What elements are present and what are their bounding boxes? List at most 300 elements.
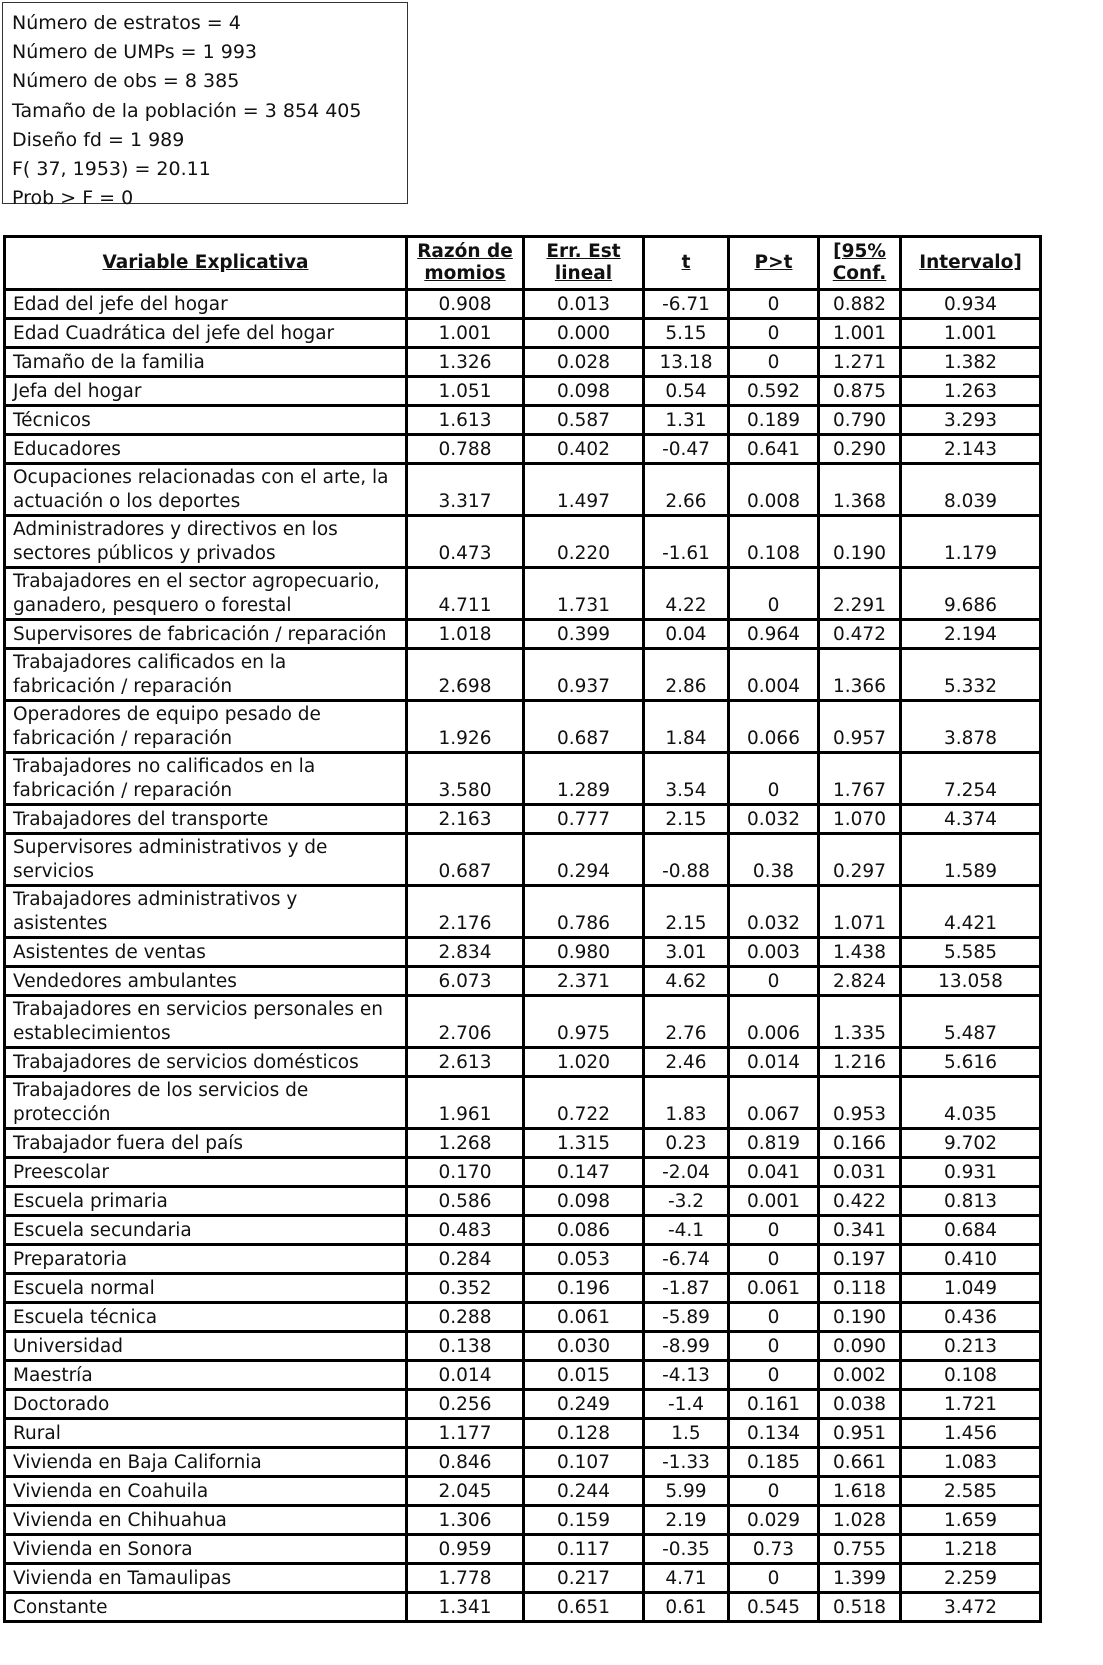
variable-label-line: servicios [13, 860, 94, 882]
cell-ci-low: 0.882 [819, 290, 901, 319]
cell-t: 1.84 [644, 701, 729, 753]
cell-p: 0 [729, 290, 819, 319]
cell-p: 0.061 [729, 1274, 819, 1303]
cell-ci-high: 13.058 [901, 967, 1041, 996]
cell-ci-high: 4.035 [901, 1077, 1041, 1129]
table-row [5, 805, 1041, 834]
variable-label-line: Trabajadores administrativos y [13, 889, 298, 910]
variable-label-line: Maestría [13, 1364, 93, 1386]
cell-ci-low: 0.875 [819, 377, 901, 406]
cell-t: 0.23 [644, 1129, 729, 1158]
variable-label-line: Trabajadores del transporte [13, 808, 269, 830]
cell-odds-ratio: 0.284 [407, 1245, 524, 1274]
cell-ci-high: 5.585 [901, 938, 1041, 967]
cell-t: 2.86 [644, 649, 729, 701]
cell-ci-high: 1.721 [901, 1390, 1041, 1419]
cell-variable [5, 290, 407, 319]
cell-std-err: 0.086 [524, 1216, 644, 1245]
cell-std-err: 0.030 [524, 1332, 644, 1361]
variable-label-line: fabricación / reparación [13, 727, 233, 749]
cell-ci-low: 1.070 [819, 805, 901, 834]
cell-ci-high: 4.374 [901, 805, 1041, 834]
regression-table [3, 235, 1042, 1623]
cell-variable [5, 1274, 407, 1303]
cell-ci-high: 0.684 [901, 1216, 1041, 1245]
cell-ci-high: 0.813 [901, 1187, 1041, 1216]
cell-p: 0.014 [729, 1048, 819, 1077]
cell-ci-high: 7.254 [901, 753, 1041, 805]
cell-p: 0 [729, 568, 819, 620]
summary-prob-f: Prob > F = 0 [12, 187, 134, 210]
header-p-label: P>t [754, 252, 793, 273]
cell-ci-high: 2.194 [901, 620, 1041, 649]
cell-ci-low: 1.216 [819, 1048, 901, 1077]
cell-ci-high: 0.213 [901, 1332, 1041, 1361]
cell-p: 0.189 [729, 406, 819, 435]
cell-std-err: 2.371 [524, 967, 644, 996]
cell-p: 0.003 [729, 938, 819, 967]
cell-odds-ratio: 0.014 [407, 1361, 524, 1390]
model-summary-box [2, 2, 408, 210]
table-row [5, 1303, 1041, 1332]
cell-ci-low: 0.472 [819, 620, 901, 649]
cell-variable [5, 1216, 407, 1245]
cell-t: 0.54 [644, 377, 729, 406]
cell-t: -6.71 [644, 290, 729, 319]
cell-variable [5, 377, 407, 406]
cell-t: -1.33 [644, 1448, 729, 1477]
cell-t: 5.15 [644, 319, 729, 348]
header-odds-ratio-l1: Razón de [417, 241, 513, 262]
cell-variable [5, 1245, 407, 1274]
cell-std-err: 1.497 [524, 464, 644, 516]
table-row [5, 1187, 1041, 1216]
cell-variable [5, 1048, 407, 1077]
cell-std-err: 0.651 [524, 1593, 644, 1622]
header-ci-low-l1: [95% [833, 241, 886, 262]
cell-odds-ratio: 0.473 [407, 516, 524, 568]
cell-ci-high: 1.659 [901, 1506, 1041, 1535]
cell-odds-ratio: 1.268 [407, 1129, 524, 1158]
cell-variable [5, 938, 407, 967]
cell-ci-low: 1.438 [819, 938, 901, 967]
cell-ci-low: 0.422 [819, 1187, 901, 1216]
cell-variable [5, 435, 407, 464]
variable-label-line: Vivienda en Coahuila [13, 1480, 209, 1502]
cell-variable [5, 1477, 407, 1506]
cell-ci-high: 4.421 [901, 886, 1041, 938]
cell-variable [5, 649, 407, 701]
cell-ci-high: 3.293 [901, 406, 1041, 435]
table-row [5, 1361, 1041, 1390]
variable-label-line: Técnicos [13, 409, 91, 431]
cell-odds-ratio: 1.306 [407, 1506, 524, 1535]
variable-label-line: Escuela secundaria [13, 1219, 192, 1241]
cell-p: 0 [729, 1216, 819, 1245]
cell-t: -1.87 [644, 1274, 729, 1303]
header-std-err [524, 237, 644, 290]
cell-std-err: 0.587 [524, 406, 644, 435]
cell-t: 0.61 [644, 1593, 729, 1622]
cell-std-err: 0.937 [524, 649, 644, 701]
variable-label-line: Vendedores ambulantes [13, 970, 237, 992]
cell-variable [5, 1593, 407, 1622]
summary-obs: Número de obs = 8 385 [12, 70, 240, 93]
cell-ci-low: 0.038 [819, 1390, 901, 1419]
cell-odds-ratio: 0.170 [407, 1158, 524, 1187]
cell-ci-high: 0.436 [901, 1303, 1041, 1332]
cell-odds-ratio: 0.586 [407, 1187, 524, 1216]
table-body [5, 290, 1041, 1622]
cell-t: -3.2 [644, 1187, 729, 1216]
cell-ci-low: 1.071 [819, 886, 901, 938]
cell-std-err: 0.244 [524, 1477, 644, 1506]
table-header-row [5, 237, 1041, 290]
cell-std-err: 0.013 [524, 290, 644, 319]
cell-odds-ratio: 2.176 [407, 886, 524, 938]
variable-label-line: Vivienda en Tamaulipas [13, 1567, 232, 1589]
cell-std-err: 0.107 [524, 1448, 644, 1477]
variable-label-line: Administradores y directivos en los [13, 519, 338, 540]
variable-label-line: Trabajadores no calificados en la [13, 756, 316, 777]
cell-p: 0 [729, 1303, 819, 1332]
cell-p: 0.029 [729, 1506, 819, 1535]
cell-ci-low: 0.166 [819, 1129, 901, 1158]
cell-std-err: 0.000 [524, 319, 644, 348]
cell-ci-high: 1.589 [901, 834, 1041, 886]
variable-label-line: Edad Cuadrática del jefe del hogar [13, 322, 335, 344]
cell-ci-high: 1.001 [901, 319, 1041, 348]
cell-ci-low: 0.031 [819, 1158, 901, 1187]
variable-label-line: protección [13, 1103, 111, 1125]
header-variable [5, 237, 407, 290]
cell-p: 0 [729, 1361, 819, 1390]
cell-odds-ratio: 1.051 [407, 377, 524, 406]
summary-design-df: Diseño fd = 1 989 [12, 128, 185, 151]
cell-t: 2.76 [644, 996, 729, 1048]
variable-label-line: Tamaño de la familia [13, 351, 205, 373]
cell-std-err: 0.015 [524, 1361, 644, 1390]
cell-odds-ratio: 3.317 [407, 464, 524, 516]
variable-label-line: Edad del jefe del hogar [13, 293, 228, 315]
cell-ci-high: 3.472 [901, 1593, 1041, 1622]
cell-odds-ratio: 4.711 [407, 568, 524, 620]
cell-t: -0.35 [644, 1535, 729, 1564]
variable-label-line: Supervisores administrativos y de [13, 837, 328, 858]
cell-t: 2.46 [644, 1048, 729, 1077]
cell-p: 0.032 [729, 886, 819, 938]
variable-label-line: Vivienda en Baja California [13, 1451, 262, 1473]
cell-std-err: 1.289 [524, 753, 644, 805]
variable-label-line: Asistentes de ventas [13, 941, 206, 963]
cell-t: 0.04 [644, 620, 729, 649]
cell-std-err: 0.786 [524, 886, 644, 938]
header-t-label: t [681, 252, 691, 273]
cell-odds-ratio: 0.138 [407, 1332, 524, 1361]
cell-ci-low: 1.618 [819, 1477, 901, 1506]
cell-p: 0 [729, 1245, 819, 1274]
table-row [5, 938, 1041, 967]
cell-odds-ratio: 1.961 [407, 1077, 524, 1129]
cell-std-err: 0.402 [524, 435, 644, 464]
table-row [5, 620, 1041, 649]
cell-variable [5, 834, 407, 886]
variable-label-line: Trabajadores de los servicios de [13, 1080, 309, 1101]
cell-ci-low: 0.341 [819, 1216, 901, 1245]
cell-variable [5, 1158, 407, 1187]
cell-t: -0.88 [644, 834, 729, 886]
cell-ci-low: 0.090 [819, 1332, 901, 1361]
cell-std-err: 0.980 [524, 938, 644, 967]
variable-label-line: fabricación / reparación [13, 779, 233, 801]
variable-label-line: Trabajadores de servicios domésticos [13, 1051, 359, 1073]
cell-ci-low: 0.957 [819, 701, 901, 753]
cell-ci-low: 0.297 [819, 834, 901, 886]
summary-psu: Número de UMPs = 1 993 [12, 41, 258, 64]
cell-t: -2.04 [644, 1158, 729, 1187]
cell-std-err: 0.128 [524, 1419, 644, 1448]
cell-ci-high: 2.585 [901, 1477, 1041, 1506]
cell-odds-ratio: 2.834 [407, 938, 524, 967]
cell-std-err: 0.722 [524, 1077, 644, 1129]
table-row [5, 834, 1041, 886]
cell-ci-high: 0.410 [901, 1245, 1041, 1274]
variable-label-line: Jefa del hogar [13, 380, 142, 402]
cell-variable [5, 1332, 407, 1361]
cell-p: 0 [729, 1564, 819, 1593]
cell-t: 4.22 [644, 568, 729, 620]
cell-std-err: 0.249 [524, 1390, 644, 1419]
cell-ci-low: 1.271 [819, 348, 901, 377]
cell-odds-ratio: 2.613 [407, 1048, 524, 1077]
variable-label-line: Trabajadores en servicios personales en [13, 999, 383, 1020]
cell-t: 1.31 [644, 406, 729, 435]
cell-ci-low: 1.399 [819, 1564, 901, 1593]
cell-t: -4.13 [644, 1361, 729, 1390]
cell-t: -5.89 [644, 1303, 729, 1332]
variable-label-line: Doctorado [13, 1393, 110, 1415]
cell-ci-low: 2.291 [819, 568, 901, 620]
cell-variable [5, 1564, 407, 1593]
cell-p: 0.032 [729, 805, 819, 834]
table-row [5, 435, 1041, 464]
variable-label-line: Rural [13, 1422, 61, 1444]
cell-ci-low: 0.002 [819, 1361, 901, 1390]
table-row [5, 1564, 1041, 1593]
cell-ci-high: 1.456 [901, 1419, 1041, 1448]
cell-std-err: 0.028 [524, 348, 644, 377]
variable-label-line: Preescolar [13, 1161, 110, 1183]
cell-odds-ratio: 1.326 [407, 348, 524, 377]
cell-odds-ratio: 0.352 [407, 1274, 524, 1303]
cell-std-err: 0.098 [524, 1187, 644, 1216]
variable-label-line: actuación o los deportes [13, 490, 241, 512]
summary-f-stat: F( 37, 1953) = 20.11 [12, 158, 211, 181]
cell-std-err: 0.777 [524, 805, 644, 834]
cell-ci-low: 1.335 [819, 996, 901, 1048]
cell-ci-high: 1.382 [901, 348, 1041, 377]
table-row [5, 1077, 1041, 1129]
cell-variable [5, 620, 407, 649]
header-ci-low-l2: Conf. [832, 263, 887, 284]
cell-ci-low: 0.790 [819, 406, 901, 435]
variable-label-line: establecimientos [13, 1022, 171, 1044]
table-row [5, 1245, 1041, 1274]
cell-std-err: 0.159 [524, 1506, 644, 1535]
variable-label-line: Vivienda en Chihuahua [13, 1509, 227, 1531]
cell-t: -1.4 [644, 1390, 729, 1419]
summary-strata: Número de estratos = 4 [12, 12, 241, 34]
table-row [5, 1129, 1041, 1158]
table-row [5, 1216, 1041, 1245]
variable-label-line: Escuela normal [13, 1277, 155, 1299]
cell-std-err: 0.220 [524, 516, 644, 568]
cell-odds-ratio: 1.341 [407, 1593, 524, 1622]
cell-ci-low: 0.661 [819, 1448, 901, 1477]
cell-p: 0.066 [729, 701, 819, 753]
cell-odds-ratio: 1.018 [407, 620, 524, 649]
cell-odds-ratio: 1.177 [407, 1419, 524, 1448]
variable-label-line: sectores públicos y privados [13, 542, 276, 564]
table-row [5, 568, 1041, 620]
cell-odds-ratio: 0.256 [407, 1390, 524, 1419]
cell-p: 0.004 [729, 649, 819, 701]
cell-t: 3.54 [644, 753, 729, 805]
cell-p: 0 [729, 1477, 819, 1506]
cell-t: 2.66 [644, 464, 729, 516]
variable-label-line: Constante [13, 1596, 108, 1618]
cell-std-err: 0.061 [524, 1303, 644, 1332]
table-row [5, 1332, 1041, 1361]
cell-variable [5, 1419, 407, 1448]
variable-label-line: Escuela primaria [13, 1190, 168, 1212]
variable-label-line: Vivienda en Sonora [13, 1538, 193, 1560]
header-odds-ratio [407, 237, 524, 290]
cell-odds-ratio: 0.846 [407, 1448, 524, 1477]
cell-ci-low: 1.368 [819, 464, 901, 516]
cell-p: 0.38 [729, 834, 819, 886]
variable-label-line: fabricación / reparación [13, 675, 233, 697]
cell-p: 0.819 [729, 1129, 819, 1158]
cell-ci-high: 0.108 [901, 1361, 1041, 1390]
cell-ci-high: 0.931 [901, 1158, 1041, 1187]
cell-p: 0.964 [729, 620, 819, 649]
cell-ci-low: 1.366 [819, 649, 901, 701]
cell-ci-high: 3.878 [901, 701, 1041, 753]
cell-variable [5, 464, 407, 516]
cell-variable [5, 1506, 407, 1535]
cell-ci-high: 2.143 [901, 435, 1041, 464]
cell-odds-ratio: 2.163 [407, 805, 524, 834]
cell-std-err: 0.217 [524, 1564, 644, 1593]
cell-odds-ratio: 0.908 [407, 290, 524, 319]
cell-std-err: 1.020 [524, 1048, 644, 1077]
cell-ci-high: 5.616 [901, 1048, 1041, 1077]
table-row [5, 886, 1041, 938]
cell-odds-ratio: 1.001 [407, 319, 524, 348]
cell-p: 0 [729, 1332, 819, 1361]
variable-label-line: Preparatoria [13, 1248, 128, 1270]
cell-t: 2.15 [644, 805, 729, 834]
variable-label-line: Ocupaciones relacionadas con el arte, la [13, 467, 389, 488]
cell-p: 0.134 [729, 1419, 819, 1448]
table-row [5, 701, 1041, 753]
table-row [5, 1593, 1041, 1622]
cell-odds-ratio: 0.788 [407, 435, 524, 464]
cell-variable [5, 1077, 407, 1129]
table-row [5, 967, 1041, 996]
cell-t: 4.71 [644, 1564, 729, 1593]
cell-odds-ratio: 1.613 [407, 406, 524, 435]
cell-variable [5, 516, 407, 568]
cell-p: 0.006 [729, 996, 819, 1048]
table-row [5, 348, 1041, 377]
cell-t: 1.5 [644, 1419, 729, 1448]
cell-ci-low: 0.197 [819, 1245, 901, 1274]
table-row [5, 1274, 1041, 1303]
cell-ci-low: 2.824 [819, 967, 901, 996]
cell-std-err: 0.975 [524, 996, 644, 1048]
table-row [5, 464, 1041, 516]
cell-std-err: 1.731 [524, 568, 644, 620]
cell-ci-high: 9.686 [901, 568, 1041, 620]
cell-variable [5, 805, 407, 834]
header-p [729, 237, 819, 290]
cell-ci-low: 0.190 [819, 516, 901, 568]
cell-odds-ratio: 1.926 [407, 701, 524, 753]
header-std-err-l1: Err. Est [546, 241, 621, 262]
header-odds-ratio-l2: momios [424, 263, 506, 284]
cell-odds-ratio: 0.687 [407, 834, 524, 886]
cell-ci-high: 5.487 [901, 996, 1041, 1048]
cell-p: 0 [729, 348, 819, 377]
cell-p: 0.067 [729, 1077, 819, 1129]
cell-t: 4.62 [644, 967, 729, 996]
cell-ci-high: 1.218 [901, 1535, 1041, 1564]
cell-odds-ratio: 6.073 [407, 967, 524, 996]
table-row [5, 753, 1041, 805]
header-ci-high-label: Intervalo] [919, 252, 1022, 273]
table-row [5, 1535, 1041, 1564]
cell-p: 0 [729, 753, 819, 805]
cell-variable [5, 1129, 407, 1158]
cell-ci-high: 8.039 [901, 464, 1041, 516]
cell-std-err: 0.098 [524, 377, 644, 406]
cell-variable [5, 1448, 407, 1477]
cell-variable [5, 996, 407, 1048]
cell-ci-low: 0.190 [819, 1303, 901, 1332]
cell-std-err: 1.315 [524, 1129, 644, 1158]
cell-t: -1.61 [644, 516, 729, 568]
cell-variable [5, 1535, 407, 1564]
variable-label-line: Escuela técnica [13, 1306, 158, 1328]
cell-p: 0.008 [729, 464, 819, 516]
cell-p: 0.545 [729, 1593, 819, 1622]
cell-odds-ratio: 2.698 [407, 649, 524, 701]
table-row [5, 1048, 1041, 1077]
cell-p: 0 [729, 967, 819, 996]
cell-std-err: 0.399 [524, 620, 644, 649]
variable-label-line: Supervisores de fabricación / reparación [13, 623, 387, 645]
cell-variable [5, 568, 407, 620]
variable-label-line: Operadores de equipo pesado de [13, 704, 321, 725]
cell-ci-high: 1.049 [901, 1274, 1041, 1303]
cell-ci-high: 9.702 [901, 1129, 1041, 1158]
variable-label-line: Trabajadores calificados en la [13, 652, 287, 673]
cell-p: 0.592 [729, 377, 819, 406]
cell-variable [5, 967, 407, 996]
cell-variable [5, 1390, 407, 1419]
